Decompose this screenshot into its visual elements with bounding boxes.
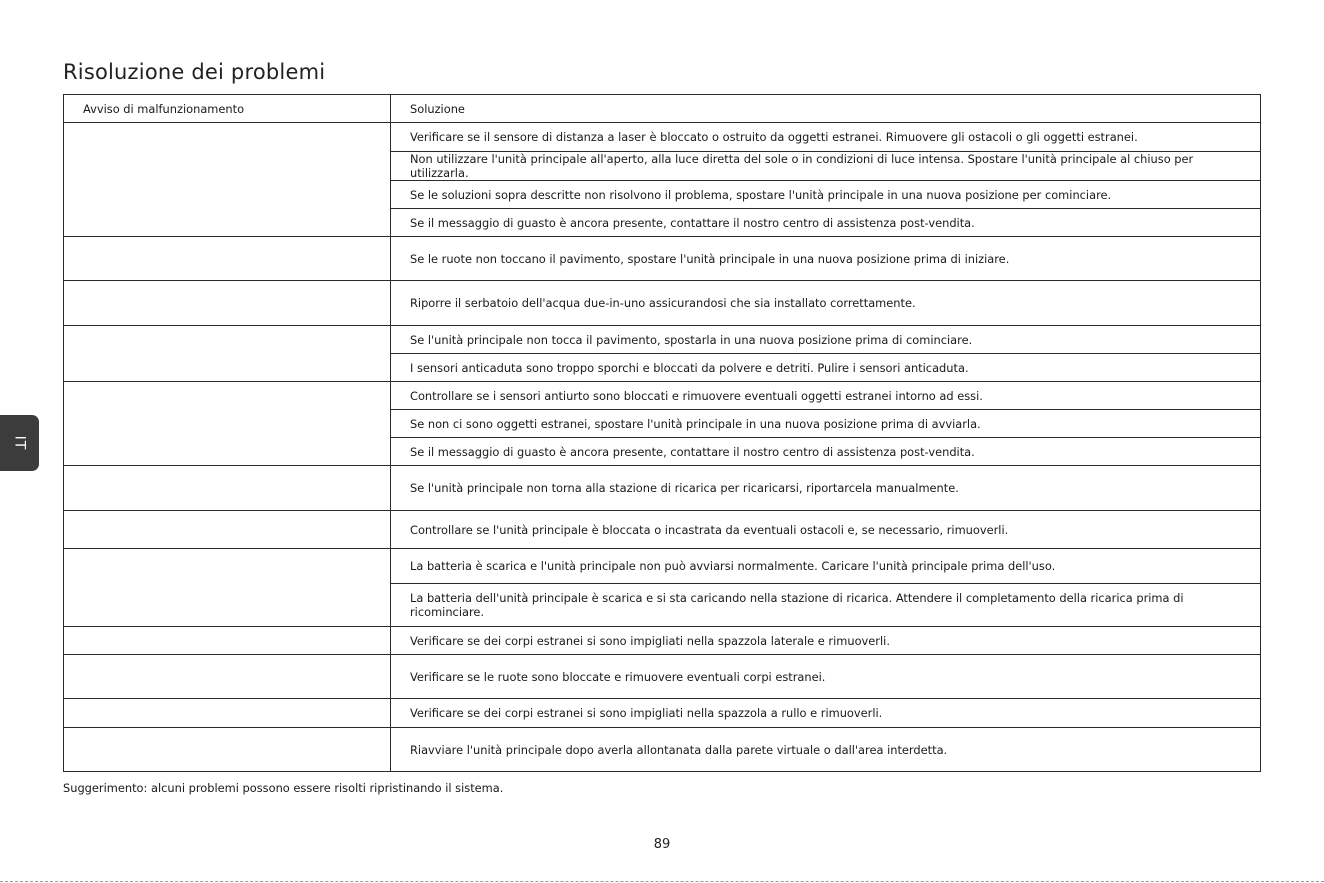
solution-cell: Se l'unità principale non tocca il pavimento, spostarla in una nuova posizione prima di cominciare. xyxy=(391,326,1261,354)
fault-cell xyxy=(64,549,391,627)
column-header-fault: Avviso di malfunzionamento xyxy=(64,95,391,123)
fault-cell xyxy=(64,728,391,772)
fault-cell xyxy=(64,123,391,237)
table-row xyxy=(64,728,1261,772)
footnote-tip: Suggerimento: alcuni problemi possono essere risolti ripristinando il sistema. xyxy=(63,781,504,795)
solution-cell: Verificare se le ruote sono bloccate e rimuovere eventuali corpi estranei. xyxy=(391,655,1261,699)
solution-cell: I sensori anticaduta sono troppo sporchi e bloccati da polvere e detriti. Pulire i sensori anticaduta. xyxy=(391,354,1261,382)
solution-cell: Non utilizzare l'unità principale all'aperto, alla luce diretta del sole o in condizioni di luce intensa. Spostare l'unità principale al chiuso per utilizzarla. xyxy=(391,152,1261,181)
fault-cell xyxy=(64,511,391,549)
table-row xyxy=(64,627,1261,655)
table-row xyxy=(64,549,1261,584)
table-row xyxy=(64,382,1261,410)
solution-cell: Se il messaggio di guasto è ancora presente, contattare il nostro centro di assistenza post-vendita. xyxy=(391,438,1261,466)
table-row xyxy=(64,237,1261,281)
solution-cell: Se non ci sono oggetti estranei, spostare l'unità principale in una nuova posizione prima di avviarla. xyxy=(391,410,1261,438)
table-row xyxy=(64,699,1261,728)
solution-cell: Se l'unità principale non torna alla stazione di ricarica per ricaricarsi, riportarcela manualmente. xyxy=(391,466,1261,511)
table-row xyxy=(64,326,1261,354)
solution-cell: Controllare se i sensori antiurto sono bloccati e rimuovere eventuali oggetti estranei intorno ad essi. xyxy=(391,382,1261,410)
fault-cell xyxy=(64,699,391,728)
solution-cell: La batteria dell'unità principale è scarica e si sta caricando nella stazione di ricarica. Attendere il completamento della ricarica prima di ricominciare. xyxy=(391,584,1261,627)
fault-cell xyxy=(64,382,391,466)
solution-cell: Se le ruote non toccano il pavimento, spostare l'unità principale in una nuova posizione prima di iniziare. xyxy=(391,237,1261,281)
table-row xyxy=(64,123,1261,152)
table-row xyxy=(64,281,1261,326)
column-header-solution: Soluzione xyxy=(391,95,1261,123)
language-tab xyxy=(0,415,39,471)
fault-cell xyxy=(64,326,391,382)
solution-cell: Controllare se l'unità principale è bloccata o incastrata da eventuali ostacoli e, se necessario, rimuoverli. xyxy=(391,511,1261,549)
page-number: 89 xyxy=(653,837,671,852)
solution-cell: Se le soluzioni sopra descritte non risolvono il problema, spostare l'unità principale in una nuova posizione per cominciare. xyxy=(391,181,1261,209)
solution-cell: Riavviare l'unità principale dopo averla allontanata dalla parete virtuale o dall'area interdetta. xyxy=(391,728,1261,772)
solution-cell: Verificare se dei corpi estranei si sono impigliati nella spazzola laterale e rimuoverli. xyxy=(391,627,1261,655)
solution-cell: Se il messaggio di guasto è ancora presente, contattare il nostro centro di assistenza post-vendita. xyxy=(391,209,1261,237)
solution-cell: La batteria è scarica e l'unità principale non può avviarsi normalmente. Caricare l'unità principale prima dell'uso. xyxy=(391,549,1261,584)
troubleshooting-table xyxy=(63,94,1261,772)
fault-cell xyxy=(64,281,391,326)
language-tab-label: IT xyxy=(11,435,28,451)
table-row xyxy=(64,511,1261,549)
table-row xyxy=(64,466,1261,511)
table-header-row xyxy=(64,95,1261,123)
solution-cell: Verificare se dei corpi estranei si sono impigliati nella spazzola a rullo e rimuoverli. xyxy=(391,699,1261,728)
fault-cell xyxy=(64,237,391,281)
fault-cell xyxy=(64,627,391,655)
fault-cell xyxy=(64,655,391,699)
bottom-divider xyxy=(0,881,1324,882)
fault-cell xyxy=(64,466,391,511)
solution-cell: Verificare se il sensore di distanza a laser è bloccato o ostruito da oggetti estranei. Rimuovere gli ostacoli o gli oggetti estranei. xyxy=(391,123,1261,152)
page-title: Risoluzione dei problemi xyxy=(63,60,326,84)
solution-cell: Riporre il serbatoio dell'acqua due-in-uno assicurandosi che sia installato correttamente. xyxy=(391,281,1261,326)
table-row xyxy=(64,655,1261,699)
